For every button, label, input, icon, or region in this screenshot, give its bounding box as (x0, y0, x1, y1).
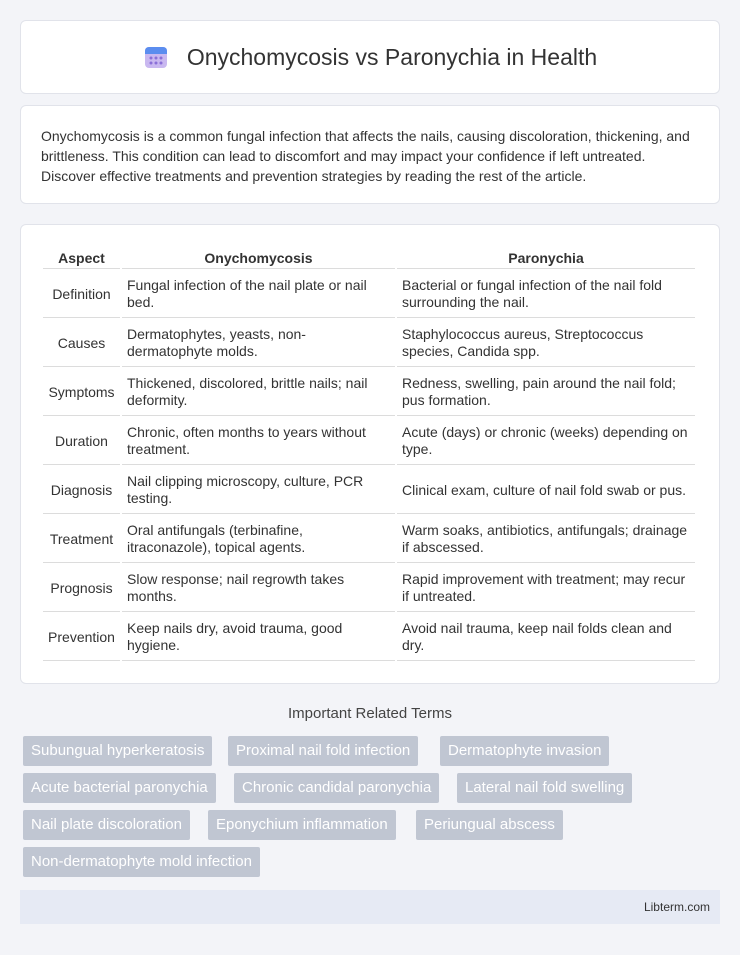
row-paronychia: Staphylococcus aureus, Streptococcus species, Candida spp. (397, 320, 695, 367)
table-row (43, 614, 695, 661)
row-paronychia: Warm soaks, antibiotics, antifungals; drainage if abscessed. (397, 516, 695, 563)
intro-text: Onychomycosis is a common fungal infection that affects the nails, causing discoloration, thickening, and brittleness. This condition can lead to discomfort and may impact your confidence if left untreated. Discover effective treatments and prevention strategies by reading the rest of the article. (41, 128, 690, 184)
row-onychomycosis: Oral antifungals (terbinafine, itraconazole), topical agents. (122, 516, 395, 563)
row-paronychia: Clinical exam, culture of nail fold swab or pus. (397, 467, 695, 514)
table-row (43, 418, 695, 465)
related-term-tag[interactable]: Subungual hyperkeratosis (23, 736, 212, 766)
intro-card (20, 105, 720, 204)
related-term-tag[interactable]: Lateral nail fold swelling (457, 773, 632, 803)
row-onychomycosis: Thickened, discolored, brittle nails; nail deformity. (122, 369, 395, 416)
row-paronychia: Bacterial or fungal infection of the nail fold surrounding the nail. (397, 271, 695, 318)
table-header-row (43, 247, 695, 269)
row-paronychia: Avoid nail trauma, keep nail folds clean and dry. (397, 614, 695, 661)
row-aspect: Symptoms (43, 369, 120, 416)
table-row (43, 271, 695, 318)
row-onychomycosis: Fungal infection of the nail plate or nail bed. (122, 271, 395, 318)
row-onychomycosis: Keep nails dry, avoid trauma, good hygiene. (122, 614, 395, 661)
table-row (43, 516, 695, 563)
row-aspect: Prognosis (43, 565, 120, 612)
footer-site-link[interactable]: Libterm.com (643, 900, 710, 914)
related-term-tag[interactable]: Chronic candidal paronychia (234, 773, 439, 803)
row-onychomycosis: Dermatophytes, yeasts, non-dermatophyte molds. (122, 320, 395, 367)
related-term-tag[interactable]: Nail plate discoloration (23, 810, 190, 840)
title-card (20, 20, 720, 94)
row-aspect: Duration (43, 418, 120, 465)
related-term-tag[interactable]: Dermatophyte invasion (440, 736, 609, 766)
row-paronychia: Redness, swelling, pain around the nail fold; pus formation. (397, 369, 695, 416)
table-row (43, 320, 695, 367)
row-aspect: Diagnosis (43, 467, 120, 514)
footer (20, 890, 720, 924)
related-term-tag[interactable]: Periungual abscess (416, 810, 563, 840)
related-term-tag[interactable]: Proximal nail fold infection (228, 736, 418, 766)
column-header-paronychia: Paronychia (397, 247, 695, 269)
row-aspect: Treatment (43, 516, 120, 563)
row-onychomycosis: Slow response; nail regrowth takes months. (122, 565, 395, 612)
related-term-tag[interactable]: Acute bacterial paronychia (23, 773, 216, 803)
table-row (43, 467, 695, 514)
row-paronychia: Acute (days) or chronic (weeks) depending on type. (397, 418, 695, 465)
row-aspect: Prevention (43, 614, 120, 661)
related-term-tag[interactable]: Eponychium inflammation (208, 810, 396, 840)
column-header-aspect: Aspect (43, 247, 120, 269)
column-header-onychomycosis: Onychomycosis (122, 247, 395, 269)
row-onychomycosis: Nail clipping microscopy, culture, PCR testing. (122, 467, 395, 514)
comparison-table-card (20, 224, 720, 684)
table-row (43, 369, 695, 416)
row-aspect: Definition (43, 271, 120, 318)
row-paronychia: Rapid improvement with treatment; may recur if untreated. (397, 565, 695, 612)
row-aspect: Causes (43, 320, 120, 367)
related-terms-title: Important Related Terms (288, 705, 452, 722)
row-onychomycosis: Chronic, often months to years without treatment. (122, 418, 395, 465)
table-row (43, 565, 695, 612)
calendar-icon (143, 44, 169, 70)
page-title: Onychomycosis vs Paronychia in Health (186, 43, 598, 70)
comparison-table (41, 245, 697, 663)
related-term-tag[interactable]: Non-dermatophyte mold infection (23, 847, 260, 877)
